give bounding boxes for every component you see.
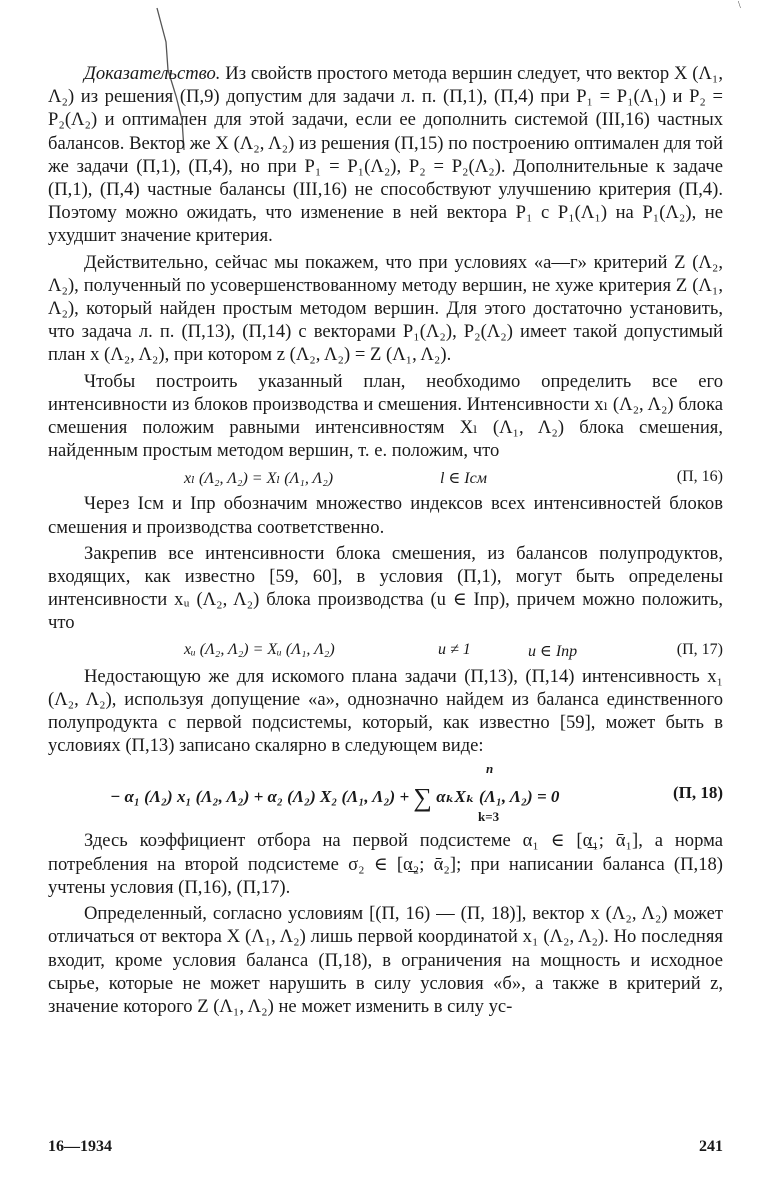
formula-17-cond2: u ∈ Iпр (528, 642, 578, 660)
page-body (48, 62, 723, 1018)
corner-mark: \ (738, 0, 741, 11)
sum-sigma-icon: ∑ (413, 783, 432, 813)
formula-17-tag: (П, 17) (676, 640, 723, 658)
formula-16-expr: xₗ (Λ₂, Λ₂) = Xₗ (Λ₁, Λ₂) (184, 470, 334, 488)
formula-18-tag: (П, 18) (672, 783, 723, 803)
paragraph-indeed: Действительно, сейчас мы покажем, что при условиях «а—г» критерий Z (Λ₂, Λ₂), полученный по усовершенствованному методу вершин, не хуже критерия Z (Λ₁, Λ₂), который найден простым методом вершин. Для этого достаточно установить, что задача л. п. (П,13), (П,14) с векторами P₁(Λ₂), P₂(Λ₂) имеет такой допустимый план x (Λ₂, Λ₂), при котором z (Λ₂, Λ₂) = Z (Λ₁, Λ₂). (48, 251, 723, 366)
formula-18-right: αₖXₖ (Λ₁, Λ₂) = 0 (436, 787, 560, 807)
signature-mark: 16—1934 (48, 1138, 112, 1155)
paragraph-indices: Через Iсм и Iпр обозначим множество индексов всех интенсивностей блоков смешения и производства соответственно. (48, 493, 723, 538)
proof-text: Из свойств простого метода вершин следует, что вектор X (Λ₁, Λ₂) из решения (П,9) допустим для задачи л. п. (П,1), (П,4) при P₁ = P₁(Λ₁) и P₂ = P₂(Λ₂) и оптимален для этой задачи, если ее дополнить системой (III,16) частных балансов. Вектор же X (Λ₂, Λ₂) из решения (П,15) по построению оптимален для той же задачи (П,1), (П,4), но при P₁ = P₁(Λ₂), P₂ = P₂(Λ₂). Дополнительные к задаче (П,1), (П,4) частные балансы (III,16) не способствуют улучшению критерия (П,4). Поэтому можно ожидать, что изменение в ней вектора P₁ с P₁(Λ₁) на P₁(Λ₂), не ухудшит значение критерия. (48, 63, 723, 247)
formula-18-left: − α₁ (Λ₂) x₁ (Λ₂, Λ₂) + α₂ (Λ₂) X₂ (Λ₁, Λ₂) + (110, 787, 410, 807)
paragraph-defined-vector: Определенный, согласно условиям [(П, 16) — (П, 18)], вектор x (Λ₂, Λ₂) может отличаться от вектора X (Λ₁, Λ₂) лишь первой координатой x₁ (Λ₂, Λ₂). Но последняя входит, кроме условия баланса (П,18), в ограничения на мощность и исходное сырье, которые не может нарушить в силу условия «б», а также в критерий z, значение которого Z (Λ₁, Λ₂) не может изменить в силу ус- (48, 903, 723, 1017)
formula-17 (48, 635, 723, 665)
sum-lower-limit: k=3 (478, 809, 500, 825)
paragraph-missing-intensity: Недостающую же для искомого плана задачи (П,13), (П,14) интенсивность x₁ (Λ₂, Λ₂), используя допущение «а», однозначно найдем из баланса единственного полупродукта с первой подсистемы, который, как известно [59], может быть в условиях (П,13) записано скалярно в следующем виде: (48, 665, 723, 757)
formula-16-tag: (П, 16) (676, 468, 723, 486)
sum-upper-limit: n (486, 761, 494, 777)
formula-18 (48, 757, 723, 829)
page-number: 241 (699, 1138, 723, 1155)
paragraph-build-plan: Чтобы построить указанный план, необходимо определить все его интенсивности из блоков производства и смешения. Интенсивности xₗ (Λ₂, Λ₂) блока смешения положим равными интенсивностям Xₗ (Λ₁, Λ₂) блока смешения, найденным простым методом вершин, т. е. положим, что (48, 370, 723, 462)
paragraph-proof (48, 62, 723, 248)
paragraph-coefficients: Здесь коэффициент отбора на первой подсистеме α₁ ∈ [α̲₁; ᾱ₁], а норма потребления на второй подсистеме σ₂ ∈ [α̲₂; ᾱ₂]; при написании баланса (П,18) учтены условия (П,16), (П,17). (48, 830, 723, 898)
formula-16-cond: l ∈ Iсм (440, 470, 487, 488)
formula-16 (48, 462, 723, 492)
formula-17-cond1: u ≠ 1 (438, 640, 471, 658)
formula-17-expr: xᵤ (Λ₂, Λ₂) = Xᵤ (Λ₁, Λ₂) (184, 640, 335, 658)
paragraph-fix-mixing: Закрепив все интенсивности блока смешения, из балансов полупродуктов, входящих, как известно [59, 60], в условия (П,1), могут быть определены интенсивности xᵤ (Λ₂, Λ₂) блока производства (u ∈ Iпр), причем можно положить, что (48, 542, 723, 634)
page-footer (48, 1138, 723, 1156)
proof-lead: Доказательство. (84, 63, 221, 84)
